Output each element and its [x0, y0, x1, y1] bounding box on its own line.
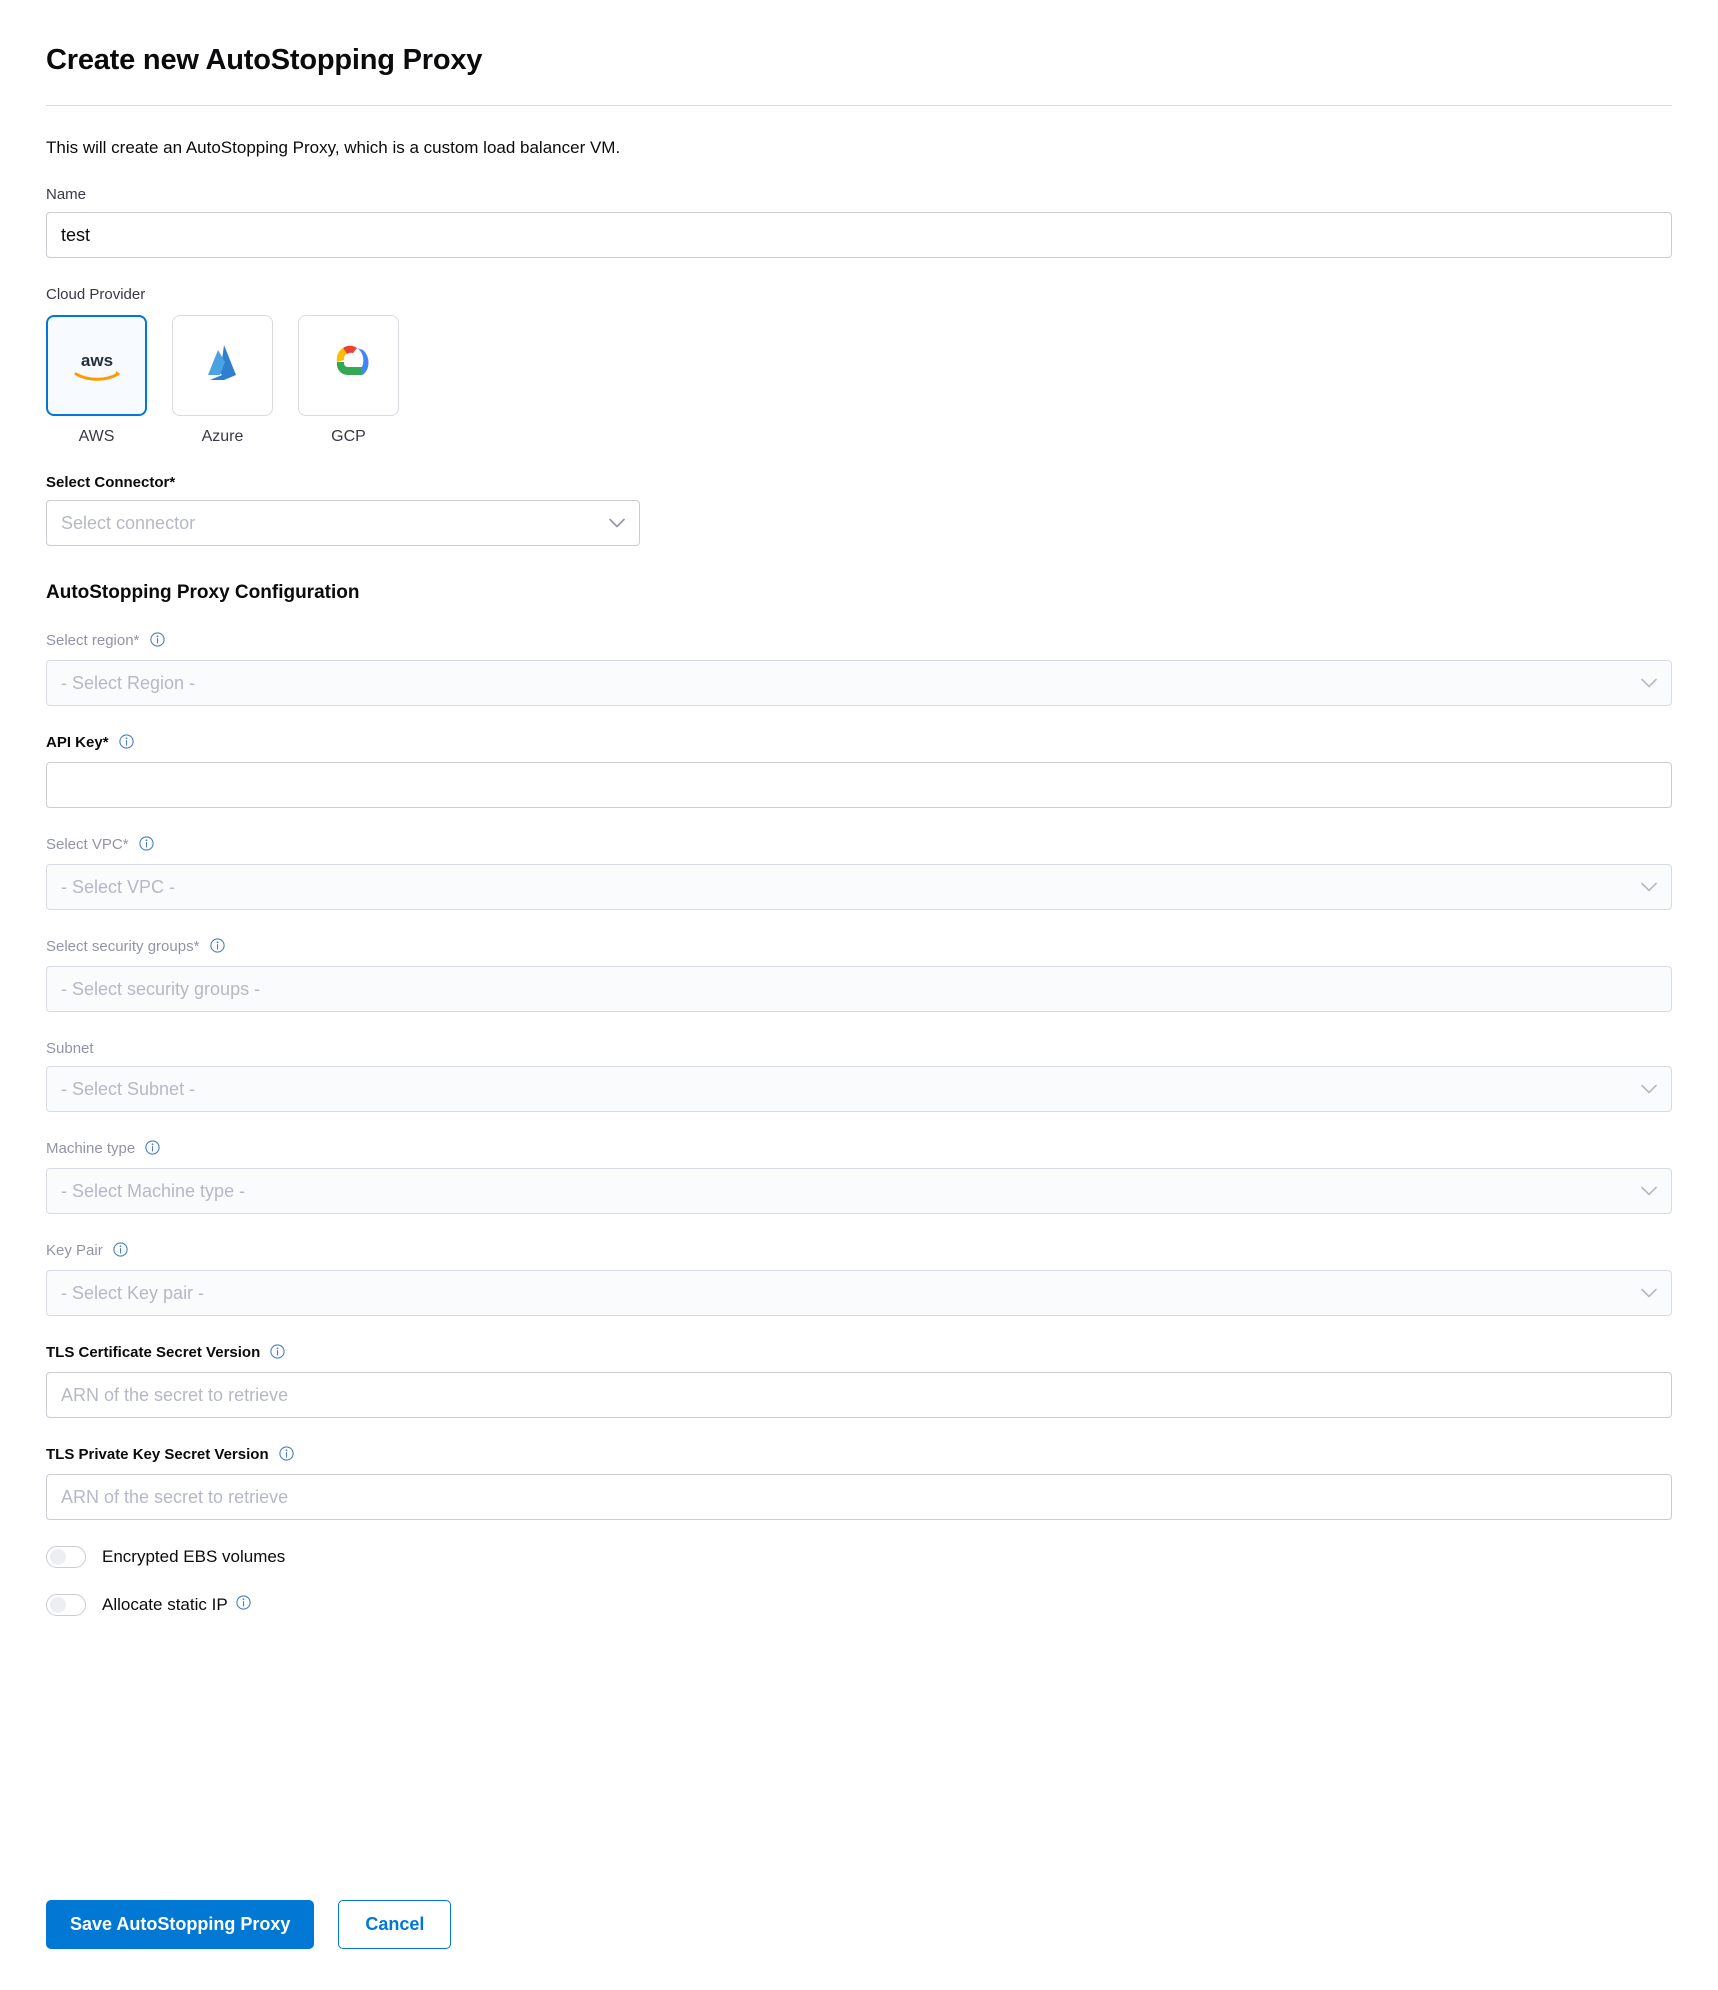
security-groups-label: Select security groups*: [46, 938, 1672, 957]
page-description: This will create an AutoStopping Proxy, which is a custom load balancer VM.: [46, 138, 621, 157]
chevron-down-icon: [1641, 1079, 1657, 1100]
encrypted-ebs-row: [46, 1546, 1672, 1568]
security-groups-select-value: - Select security groups -: [61, 978, 261, 999]
connector-select-value: Select connector: [61, 512, 196, 533]
static-ip-label: Allocate static IP: [102, 1595, 228, 1614]
name-input[interactable]: [46, 212, 1672, 258]
cloud-provider-label: Cloud Provider: [46, 286, 146, 303]
tls-certificate-label: TLS Certificate Secret Version: [46, 1344, 1672, 1363]
chevron-down-icon: [1641, 1283, 1657, 1304]
form-actions: [46, 1900, 451, 1949]
subnet-select-value: - Select Subnet -: [61, 1078, 196, 1099]
api-key-input[interactable]: [46, 762, 1672, 808]
name-label: Name: [46, 186, 87, 203]
save-button[interactable]: Save AutoStopping Proxy: [46, 1900, 314, 1949]
title-divider: [46, 105, 1672, 106]
configuration-section-title: AutoStopping Proxy Configuration: [46, 582, 360, 603]
info-icon[interactable]: [150, 632, 165, 651]
cloud-provider-label-gcp: GCP: [331, 428, 366, 445]
vpc-select-value: - Select VPC -: [61, 876, 176, 897]
tls-certificate-input[interactable]: [46, 1372, 1672, 1418]
aws-tile[interactable]: [46, 315, 147, 416]
gcp-tile[interactable]: [298, 315, 399, 416]
info-icon[interactable]: [113, 1242, 128, 1261]
static-ip-row: [46, 1594, 1672, 1616]
cloud-provider-option-aws[interactable]: [46, 315, 147, 446]
info-icon[interactable]: [236, 1595, 251, 1615]
region-select[interactable]: [46, 660, 1672, 706]
toggle-knob: [50, 1549, 66, 1565]
cloud-provider-option-azure[interactable]: [172, 315, 273, 446]
toggle-knob: [50, 1597, 66, 1613]
info-icon[interactable]: [210, 938, 225, 957]
gcp-logo-icon: [326, 343, 372, 388]
connector-select[interactable]: [46, 500, 640, 546]
machine-type-select[interactable]: [46, 1168, 1672, 1214]
info-icon[interactable]: [119, 734, 134, 753]
cloud-provider-options: [46, 315, 1672, 446]
tls-private-key-input[interactable]: [46, 1474, 1672, 1520]
svg-text:aws: aws: [80, 350, 113, 370]
vpc-label: Select VPC*: [46, 836, 1672, 855]
region-label: Select region*: [46, 632, 1672, 651]
key-pair-select-value: - Select Key pair -: [61, 1282, 205, 1303]
static-ip-toggle[interactable]: [46, 1594, 86, 1616]
machine-type-select-value: - Select Machine type -: [61, 1180, 246, 1201]
cloud-provider-option-gcp[interactable]: [298, 315, 399, 446]
region-select-value: - Select Region -: [61, 672, 196, 693]
info-icon[interactable]: [270, 1344, 285, 1363]
chevron-down-icon: [1641, 673, 1657, 694]
info-icon[interactable]: [279, 1446, 294, 1465]
subnet-select[interactable]: [46, 1066, 1672, 1112]
subnet-label: Subnet: [46, 1040, 94, 1057]
chevron-down-icon: [1641, 877, 1657, 898]
key-pair-label: Key Pair: [46, 1242, 1672, 1261]
encrypted-ebs-toggle[interactable]: [46, 1546, 86, 1568]
cloud-provider-label-azure: Azure: [201, 428, 244, 445]
cloud-provider-label-aws: AWS: [78, 428, 115, 445]
chevron-down-icon: [609, 513, 625, 534]
azure-logo-icon: [200, 342, 246, 389]
machine-type-label: Machine type: [46, 1140, 1672, 1159]
cancel-button[interactable]: Cancel: [338, 1900, 451, 1949]
api-key-label: API Key*: [46, 734, 1672, 753]
connector-label: Select Connector*: [46, 474, 176, 491]
info-icon[interactable]: [145, 1140, 160, 1159]
azure-tile[interactable]: [172, 315, 273, 416]
tls-private-key-label: TLS Private Key Secret Version: [46, 1446, 1672, 1465]
encrypted-ebs-label: Encrypted EBS volumes: [102, 1547, 286, 1566]
aws-logo-icon: [68, 348, 126, 384]
chevron-down-icon: [1641, 1181, 1657, 1202]
security-groups-select[interactable]: [46, 966, 1672, 1012]
key-pair-select[interactable]: [46, 1270, 1672, 1316]
info-icon[interactable]: [139, 836, 154, 855]
page-title: Create new AutoStopping Proxy: [46, 44, 483, 76]
vpc-select[interactable]: [46, 864, 1672, 910]
